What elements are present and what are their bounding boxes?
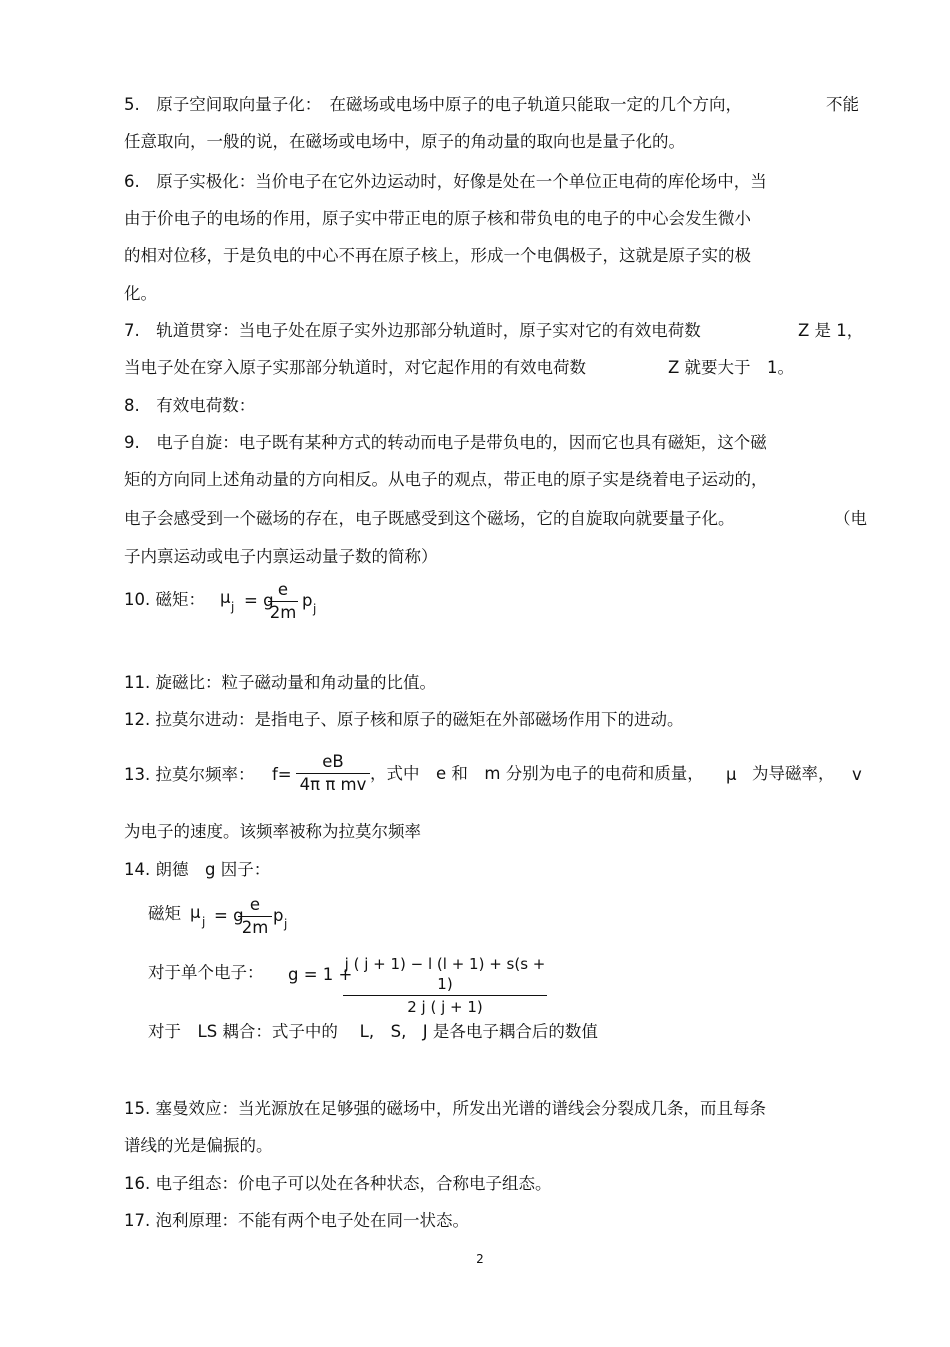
item-10-label: 10. 磁矩： — [124, 590, 205, 609]
item-13-line-2: 为电子的速度。该频率被称为拉莫尔频率 — [124, 822, 421, 841]
item-9-line-4: 子内禀运动或电子内禀运动量子数的简称） — [124, 547, 438, 566]
item-14-ls-coupling-line: 对于 LS 耦合：式子中的 L, S, J 是各电子耦合后的数值 — [148, 1022, 598, 1041]
item-5-line-2: 任意取向，一般的说，在磁场或电场中，原子的角动量的取向也是量子化的。 — [124, 132, 685, 151]
mu-symbol: μ — [726, 765, 737, 784]
mu-description: 为导磁率， — [752, 764, 835, 783]
fraction-e-over-2m — [268, 580, 298, 623]
item-15-line-2: 谱线的光是偏振的。 — [124, 1136, 273, 1155]
fraction-denominator: 2m — [269, 603, 297, 622]
fraction-bar — [238, 916, 272, 917]
p-symbol: p — [302, 591, 313, 610]
mu-symbol: μ — [220, 588, 231, 607]
item-6-line-3: 的相对位移，于是负电的中心不再在原子核上，形成一个电偶极子，这就是原子实的极 — [124, 246, 751, 265]
item-7-line-2: 当电子处在穿入原子实那部分轨道时，对它起作用的有效电荷数 — [124, 358, 586, 377]
fraction-numerator: e — [249, 895, 261, 914]
fraction-numerator: e — [277, 580, 289, 599]
fraction-denominator: 2 j ( j + 1) — [407, 998, 483, 1016]
equals-g: = g — [244, 591, 274, 610]
item-17-line-1: 17. 泡利原理：不能有两个电子处在同一状态。 — [124, 1211, 469, 1230]
f-equals: f= — [272, 765, 292, 784]
mu-symbol: μ — [190, 903, 201, 922]
fraction-denominator: 2m — [241, 918, 269, 937]
fraction-eB-over-4pimv — [296, 752, 370, 795]
equals-g: = g — [214, 906, 244, 925]
item-12-line-1: 12. 拉莫尔进动：是指电子、原子核和原子的磁矩在外部磁场作用下的进动。 — [124, 710, 684, 729]
fraction-numerator: eB — [322, 752, 344, 771]
item-13-label: 13. 拉莫尔频率： — [124, 765, 255, 784]
item-9-line-2: 矩的方向同上述角动量的方向相反。从电子的观点，带正电的原子实是绕着电子运动的， — [124, 470, 768, 489]
item-14-single-electron-label: 对于单个电子： — [148, 963, 264, 982]
p-subscript: j — [284, 917, 288, 931]
fraction-bar — [268, 601, 298, 602]
item-7-line-1: 7. 轨道贯穿：当电子处在原子实外边那部分轨道时，原子实对它的有效电荷数 — [124, 321, 701, 340]
item-15-line-1: 15. 塞曼效应：当光源放在足够强的磁场中，所发出光谱的谱线会分裂成几条，而且每条 — [124, 1099, 766, 1118]
mu-subscript: j — [202, 915, 206, 929]
item-6-line-4: 化。 — [124, 284, 157, 303]
item-9-line-3-tail: （电 — [834, 509, 867, 528]
fraction-bar — [343, 995, 547, 996]
item-16-line-1: 16. 电子组态：价电子可以处在各种状态，合称电子组态。 — [124, 1174, 552, 1193]
item-8-line-1: 8. 有效电荷数： — [124, 396, 256, 415]
fraction-e-over-2m — [238, 895, 272, 938]
item-5-line-1: 5. 原子空间取向量子化： 在磁场或电场中原子的电子轨道只能取一定的几个方向， — [124, 95, 742, 114]
item-14-label: 14. 朗德 g 因子： — [124, 860, 271, 879]
item-6-line-2: 由于价电子的电场的作用，原子实中带正电的原子核和带负电的电子的中心会发生微小 — [124, 209, 751, 228]
item-9-line-1: 9. 电子自旋：电子既有某种方式的转动而电子是带负电的，因而它也具有磁矩，这个磁 — [124, 433, 767, 452]
mu-subscript: j — [231, 600, 235, 614]
fraction-numerator: j ( j + 1) − l (l + 1) + s(s + 1) — [344, 955, 546, 993]
item-7-line-2-tail: Z 就要大于 1。 — [668, 358, 795, 377]
item-6-line-1: 6. 原子实极化：当价电子在它外边运动时，好像是处在一个单位正电荷的库伦场中，当 — [124, 172, 767, 191]
item-11-line-1: 11. 旋磁比：粒子磁动量和角动量的比值。 — [124, 673, 436, 692]
item-13-after-text: ，式中 e 和 m 分别为电子的电荷和质量， — [370, 764, 704, 783]
item-7-line-1-tail: Z 是 1， — [798, 321, 864, 340]
g-equals-one-plus: g = 1 + — [288, 965, 353, 984]
item-5-line-1-tail: 不能 — [826, 95, 859, 114]
item-9-line-3: 电子会感受到一个磁场的存在，电子既感受到这个磁场，它的自旋取向就要量子化。 — [124, 509, 735, 528]
v-symbol: v — [852, 765, 862, 784]
page-number: 2 — [476, 1252, 484, 1266]
fraction-denominator: 4π π mv — [299, 775, 367, 794]
lande-fraction — [343, 954, 547, 1017]
p-symbol: p — [273, 906, 284, 925]
p-subscript: j — [313, 602, 317, 616]
item-14-moment-label: 磁矩 — [148, 904, 181, 923]
fraction-bar — [296, 773, 370, 774]
